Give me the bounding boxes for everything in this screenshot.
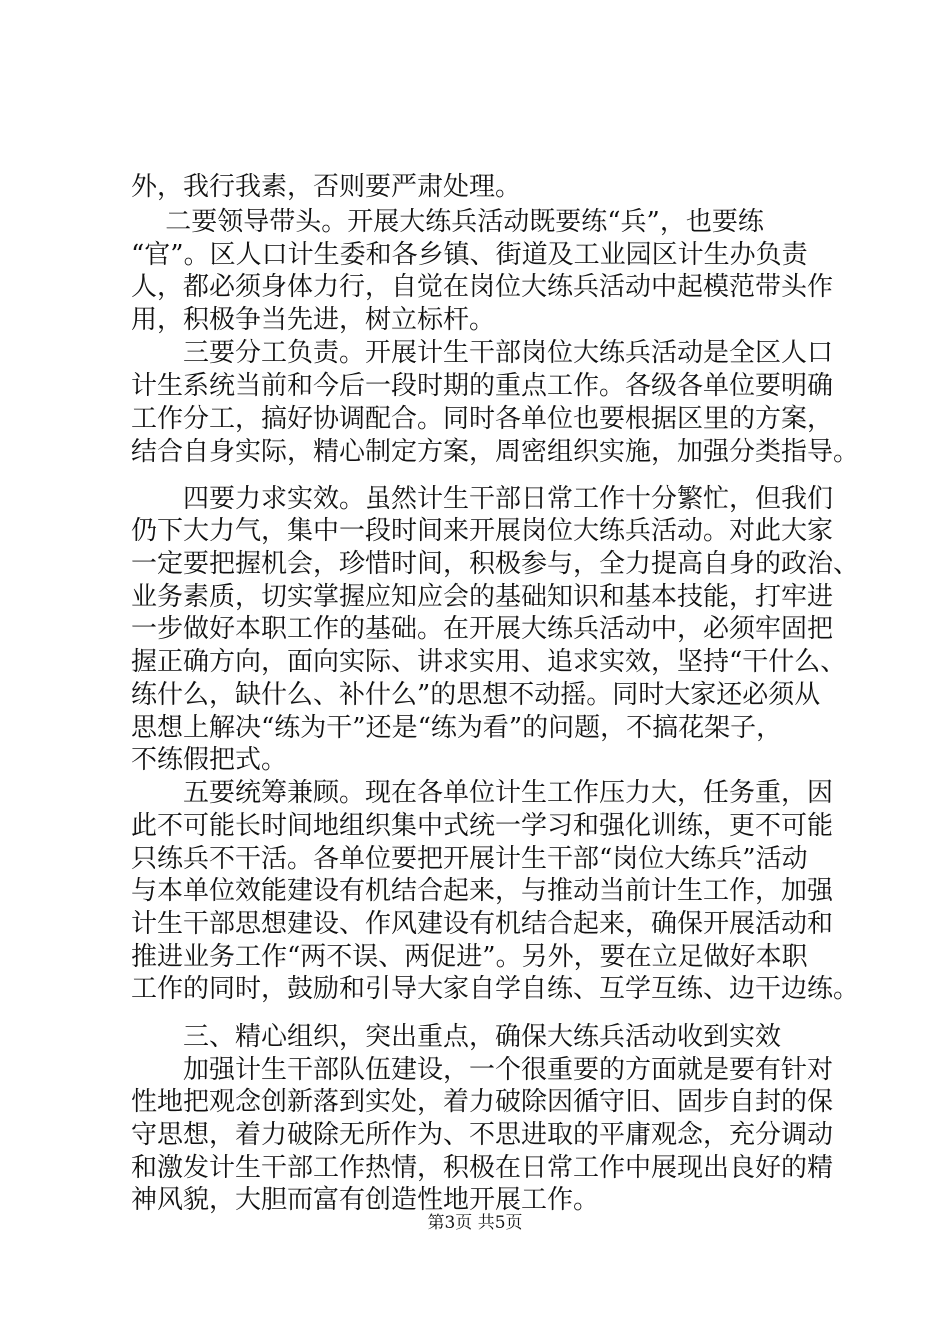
text-line: 仍下大力气，集中一段时间来开展岗位大练兵活动。对此大家 xyxy=(131,516,834,546)
text-line: 结合自身实际，精心制定方案，周密组织实施，加强分类指导。 xyxy=(131,437,860,467)
text-line: 用，积极争当先进，树立标杆。 xyxy=(131,305,496,335)
text-line: 计生系统当前和今后一段时期的重点工作。各级各单位要明确 xyxy=(131,371,834,401)
text-line: 推进业务工作“两不误、两促进”。另外，要在立足做好本职 xyxy=(131,942,808,972)
text-line: 不练假把式。 xyxy=(131,745,288,775)
text-line: 和激发计生干部工作热情，积极在日常工作中展现出良好的精 xyxy=(131,1153,834,1183)
text-line: 此不可能长时间地组织集中式统一学习和强化训练，更不可能 xyxy=(131,811,834,841)
text-line: 一定要把握机会，珍惜时间，积极参与，全力提高自身的政治、 xyxy=(131,549,860,579)
text-line: 业务素质，切实掌握应知应会的基础知识和基本技能，打牢进 xyxy=(131,582,834,612)
text-line: 四要力求实效。虽然计生干部日常工作十分繁忙，但我们 xyxy=(131,484,834,514)
text-line: 一步做好本职工作的基础。在开展大练兵活动中，必须牢固把 xyxy=(131,614,834,644)
text-line: “官”。区人口计生委和各乡镇、街道及工业园区计生办负责 xyxy=(131,240,808,270)
text-line: 守思想，着力破除无所作为、不思进取的平庸观念，充分调动 xyxy=(131,1120,834,1150)
text-line: 工作的同时，鼓励和引导大家自学自练、互学互练、边干边练。 xyxy=(131,974,860,1004)
text-line: 练什么，缺什么、补什么”的思想不动摇。同时大家还必须从 xyxy=(131,680,821,710)
text-line: 只练兵不干活。各单位要把开展计生干部“岗位大练兵”活动 xyxy=(131,844,808,874)
text-line: 计生干部思想建设、作风建设有机结合起来，确保开展活动和 xyxy=(131,909,834,939)
text-line: 二要领导带头。开展大练兵活动既要练“兵”，也要练 xyxy=(131,207,764,237)
text-line: 三要分工负责。开展计生干部岗位大练兵活动是全区人口 xyxy=(131,338,834,368)
text-line: 思想上解决“练为干”还是“练为看”的问题，不搞花架子， xyxy=(131,713,783,743)
text-line: 性地把观念创新落到实处，着力破除因循守旧、固步自封的保 xyxy=(131,1087,834,1117)
text-line: 工作分工，搞好协调配合。同时各单位也要根据区里的方案， xyxy=(131,404,834,434)
text-line: 神风貌，大胆而富有创造性地开展工作。 xyxy=(131,1185,600,1215)
text-line: 五要统筹兼顾。现在各单位计生工作压力大，任务重，因 xyxy=(131,778,834,808)
page-footer: 第3页 共5页 xyxy=(427,1213,523,1233)
text-line: 人，都必须身体力行，自觉在岗位大练兵活动中起模范带头作 xyxy=(131,272,834,302)
text-line: 加强计生干部队伍建设，一个很重要的方面就是要有针对 xyxy=(131,1055,834,1085)
section-heading: 三、精心组织，突出重点，确保大练兵活动收到实效 xyxy=(131,1022,782,1052)
text-line: 外，我行我素，否则要严肃处理。 xyxy=(131,172,522,202)
text-line: 与本单位效能建设有机结合起来，与推动当前计生工作，加强 xyxy=(131,876,834,906)
text-line: 握正确方向，面向实际、讲求实用、追求实效，坚持“干什么、 xyxy=(131,647,847,677)
